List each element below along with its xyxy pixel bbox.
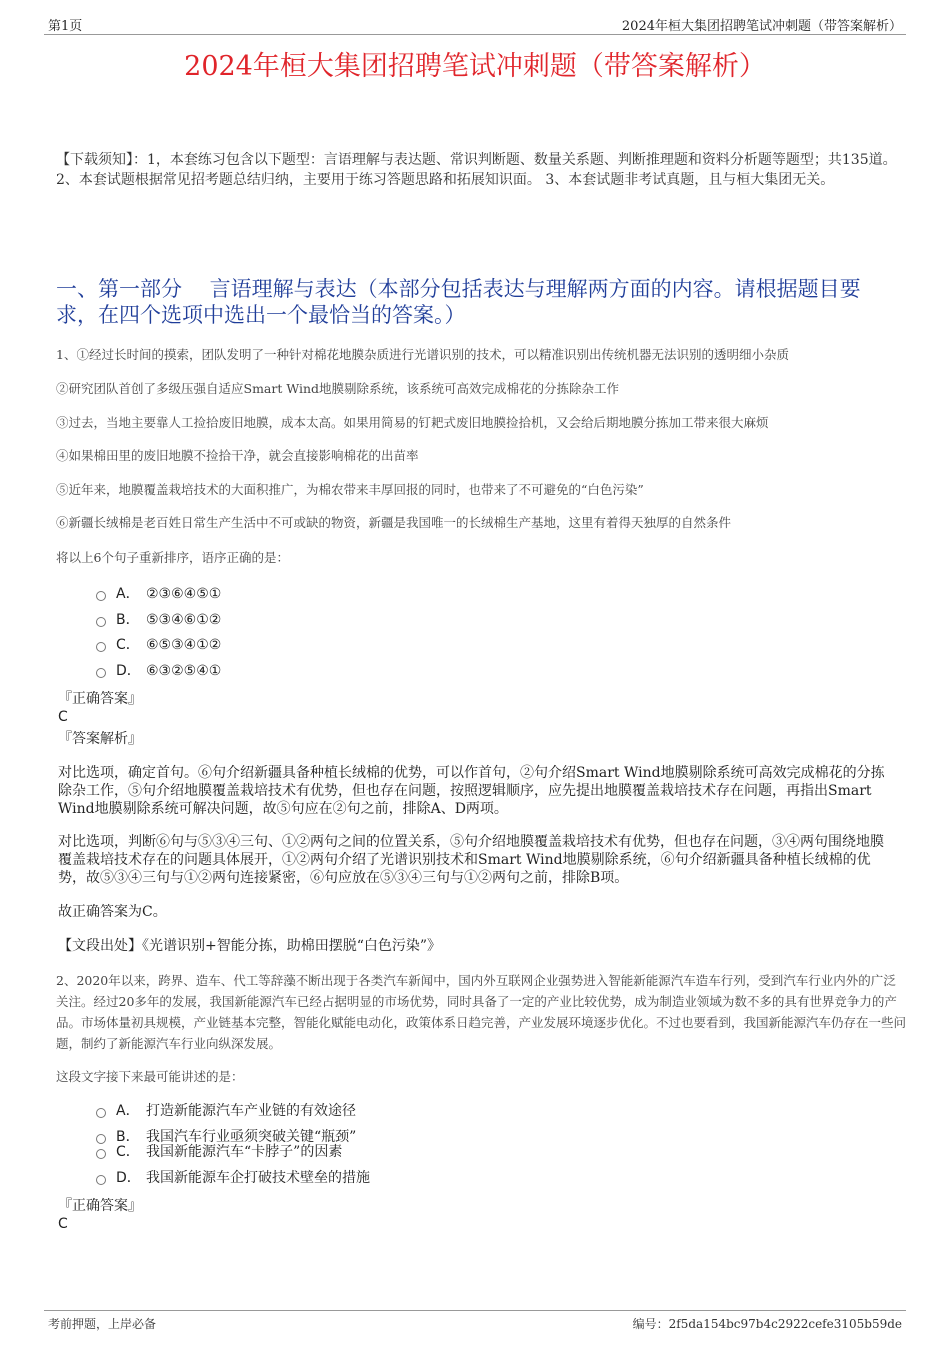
option-key: A．: [116, 1103, 140, 1119]
q2-option-a[interactable]: [96, 1101, 356, 1121]
q1-option-b[interactable]: [96, 610, 221, 630]
option-key: D．: [116, 663, 141, 679]
q1-sentence-2: ②研究团队首创了多级压强自适应Smart Wind地膜剔除系统，该系统可高效完成棉花的分拣除杂工作: [56, 381, 620, 396]
q2-answer: C: [58, 1216, 68, 1232]
option-text: 我国新能源汽车“卡脖子”的因素: [146, 1144, 343, 1160]
q1-option-a[interactable]: [96, 584, 221, 604]
q1-answer-label: 『正确答案』: [58, 691, 142, 707]
page-header: [44, 14, 906, 35]
q2-answer-label: 『正确答案』: [58, 1198, 142, 1214]
option-key: B．: [116, 612, 140, 628]
q1-analysis-para-2: 对比选项，判断⑥句与⑤③④三句、①②两句之间的位置关系，⑤句介绍地膜覆盖栽培技术有优势，但也存在问题，③④两句围绕地膜覆盖栽培技术存在的问题具体展开，①②两句介绍了光谱识别技术和Smart Wind地膜剔除系统，⑥句介绍新疆具备种植长绒棉的优势，故⑤③④三句与①②两句连接紧密，⑥句应放在⑤③④三句与①②两句之前，排除B项。: [58, 834, 884, 886]
q2-passage: 2、2020年以来，跨界、造车、代工等辞藻不断出现于各类汽车新闻中，国内外互联网企业强势进入智能新能源汽车造车行列，受到汽车行业内外的广泛关注。经过20多年的发展，我国新能源汽车已经占据明显的市场优势，同时具备了一定的产业比较优势，成为制造业领域为数不多的具有世界竞争力的产品。市场体量初具规模，产业链基本完整，智能化赋能电动化，政策体系日趋完善，产业发展环境逐步优化。不过也要看到，我国新能源汽车仍存在一些问题，制约了新能源汽车行业向纵深发展。: [56, 973, 907, 1051]
option-text: ②③⑥④⑤①: [146, 586, 222, 602]
q1-sentence-3: ③过去，当地主要靠人工捡拾废旧地膜，成本太高。如果用简易的钉耙式废旧地膜捡拾机，又会给后期地膜分拣加工带来很大麻烦: [56, 415, 769, 430]
q1-analysis-para-1: 对比选项，确定首句。⑥句介绍新疆具备种植长绒棉的优势，可以作首句，②句介绍Smart Wind地膜剔除系统可高效完成棉花的分拣除杂工作，⑤句介绍地膜覆盖栽培技术有优势，但也存在问题，按照逻辑顺序，应先提出地膜覆盖栽培技术存在问题，再指出Smart Wind地膜剔除系统可解决问题，故⑤句应在②句之前，排除A、D两项。: [58, 765, 885, 817]
q1-sentence-1: 1、①经过长时间的摸索，团队发明了一种针对棉花地膜杂质进行光谱识别的技术，可以精准识别出传统机器无法识别的透明细小杂质: [56, 347, 789, 362]
option-text: 我国汽车行业亟须突破关键“瓶颈”: [146, 1129, 357, 1145]
document-title: 2024年桓大集团招聘笔试冲刺题（带答案解析）: [184, 51, 766, 82]
option-text: ⑥③②⑤④①: [146, 663, 222, 679]
option-text: 打造新能源汽车产业链的有效途径: [146, 1103, 356, 1119]
radio-icon[interactable]: [96, 1149, 106, 1159]
section-heading: 一、第一部分 言语理解与表达（本部分包括表达与理解两方面的内容。请根据题目要求，在四个选项中选出一个最恰当的答案。）: [56, 277, 861, 327]
q2-option-d[interactable]: [96, 1168, 370, 1188]
q1-sentence-6: ⑥新疆长绒棉是老百姓日常生产生活中不可或缺的物资，新疆是我国唯一的长绒棉生产基地，这里有着得天独厚的自然条件: [56, 515, 732, 530]
radio-icon[interactable]: [96, 642, 106, 652]
option-text: ⑤③④⑥①②: [146, 612, 222, 628]
option-text: ⑥⑤③④①②: [146, 637, 222, 653]
page-number: 第1页: [48, 19, 83, 34]
radio-icon[interactable]: [96, 1175, 106, 1185]
header-doc-title: 2024年桓大集团招聘笔试冲刺题（带答案解析）: [621, 19, 902, 34]
radio-icon[interactable]: [96, 1108, 106, 1118]
option-key: D．: [116, 1170, 141, 1186]
option-text: 我国新能源车企打破技术壁垒的措施: [146, 1170, 370, 1186]
q1-source: 【文段出处】《光谱识别+智能分拣，助棉田摆脱“白色污染”》: [58, 938, 442, 954]
option-key: B．: [116, 1129, 140, 1145]
q1-prompt: 将以上6个句子重新排序，语序正确的是：: [56, 550, 289, 565]
q1-analysis-label: 『答案解析』: [58, 731, 142, 747]
radio-icon[interactable]: [96, 617, 106, 627]
q1-option-c[interactable]: [96, 635, 221, 655]
q2-prompt: 这段文字接下来最可能讲述的是：: [56, 1069, 244, 1084]
q1-sentence-5: ⑤近年来，地膜覆盖栽培技术的大面积推广，为棉农带来丰厚回报的同时，也带来了不可避免的“白色污染”: [56, 482, 644, 497]
q1-sentence-4: ④如果棉田里的废旧地膜不捡拾干净，就会直接影响棉花的出苗率: [56, 448, 419, 463]
q1-analysis-para-3: 故正确答案为C。: [58, 904, 167, 920]
radio-icon[interactable]: [96, 668, 106, 678]
footer-slogan: 考前押题，上岸必备: [48, 1317, 157, 1331]
radio-icon[interactable]: [96, 591, 106, 601]
q2-option-c[interactable]: [96, 1142, 342, 1162]
download-notice: 【下载须知】：1，本套练习包含以下题型：言语理解与表达题、常识判断题、数量关系题、判断推理题和资料分析题等题型；共135道。 2、本套试题根据常见招考题总结归纳，主要用于练习答题思路和拓展知识面。 3、本套试题非考试真题，且与桓大集团无关。: [56, 152, 897, 188]
footer-doc-id: 编号：2f5da154bc97b4c2922cefe3105b59de: [632, 1317, 902, 1331]
page-footer: [44, 1310, 906, 1333]
q1-answer: C: [58, 709, 68, 725]
option-key: A．: [116, 586, 140, 602]
option-key: C．: [116, 1144, 140, 1160]
q1-option-d[interactable]: [96, 661, 221, 681]
option-key: C．: [116, 637, 140, 653]
